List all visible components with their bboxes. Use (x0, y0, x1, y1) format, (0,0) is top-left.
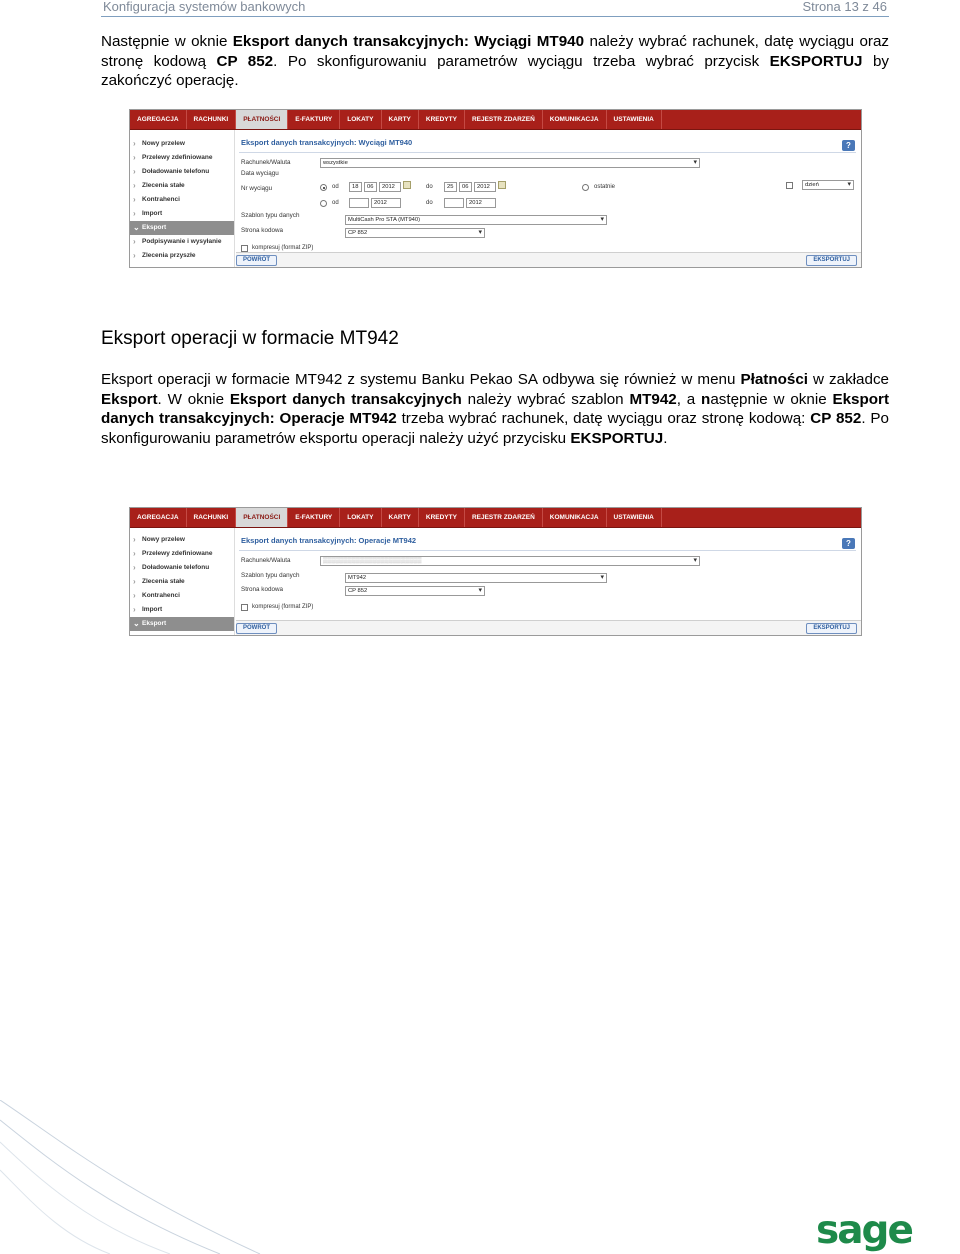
text: Eksport operacji w formacie MT942 z systemu Banku Pekao SA odbywa się również w menu (101, 371, 741, 388)
page-number: Strona 13 z 46 (802, 0, 887, 14)
to-label: do (426, 200, 433, 206)
codepage-select[interactable]: CP 852 ▾ (345, 228, 485, 238)
sidebar-item-zlecenia-przyszle[interactable]: › Zlecenia przyszłe (130, 249, 234, 263)
last-radio[interactable] (582, 184, 589, 191)
sidebar-item-eksport[interactable]: ⌄ Eksport (130, 617, 234, 631)
tab-agregacja[interactable]: AGREGACJA (130, 508, 187, 527)
compress-checkbox[interactable] (241, 604, 248, 611)
bold-text: EKSPORTUJ (570, 429, 664, 447)
calendar-icon[interactable] (498, 181, 506, 189)
date-from-year[interactable]: 2012 (379, 182, 401, 192)
bold-text: Eksport (101, 390, 158, 408)
decorative-swoosh (0, 1100, 420, 1254)
page-header (101, 0, 889, 17)
nr-to-year[interactable]: 2012 (466, 198, 496, 208)
nr-to-number[interactable] (444, 198, 464, 208)
to-label: do (426, 184, 433, 190)
date-radio[interactable] (320, 184, 327, 191)
bold-text: CP 852 (810, 410, 862, 428)
tab-ustawienia[interactable]: USTAWIENIA (607, 110, 662, 129)
date-to-year[interactable]: 2012 (474, 182, 496, 192)
bold-text: CP 852 (216, 52, 274, 70)
help-icon[interactable]: ? (842, 140, 855, 151)
template-select[interactable]: MultiCash Pro STA (MT940) ▾ (345, 215, 607, 225)
bold-text: Płatności (740, 371, 808, 388)
tab-e-faktury[interactable]: E-FAKTURY (288, 508, 340, 527)
text: by zakończyć operację. (101, 52, 890, 90)
bold-text: MT942 (629, 390, 677, 408)
label-codepage: Strona kodowa (241, 586, 284, 593)
bold-text: EKSPORTUJ (769, 52, 863, 70)
sidebar-item-przelewy-zdefiniowane[interactable]: › Przelewy zdefiniowane (130, 151, 234, 165)
label-template: Szablon typu danych (241, 572, 300, 579)
tab-lokaty[interactable]: LOKATY (340, 110, 381, 129)
sidebar-item-doladowanie-telefonu[interactable]: › Doładowanie telefonu (130, 561, 234, 575)
label-nr: Nr wyciągu (241, 185, 273, 192)
main-panel (236, 130, 861, 267)
tab-agregacja[interactable]: AGREGACJA (130, 110, 187, 129)
label-template: Szablon typu danych (241, 212, 300, 219)
date-to-day[interactable]: 25 (444, 182, 457, 192)
text: . (663, 429, 668, 447)
sidebar (130, 130, 235, 267)
nr-from-year[interactable]: 2012 (371, 198, 401, 208)
from-label: od (332, 200, 339, 206)
back-button[interactable]: POWRÓT (236, 255, 277, 266)
intro-paragraph (101, 32, 889, 91)
mt942-paragraph (101, 370, 889, 448)
text: w zakładce (808, 371, 889, 388)
export-button[interactable]: EKSPORTUJ (806, 623, 857, 634)
main-panel (236, 528, 861, 635)
screenshot-mt940 (129, 109, 862, 268)
sidebar-item-import[interactable]: › Import (130, 207, 234, 221)
tab-rejestr-zdarzen[interactable]: REJESTR ZDARZEŃ (465, 110, 543, 129)
compress-label: kompresuj (format ZIP) (252, 604, 314, 610)
tab-platnosci[interactable]: PŁATNOŚCI (236, 110, 288, 129)
compress-label: kompresuj (format ZIP) (252, 245, 314, 251)
text: astępnie w oknie (710, 390, 833, 408)
tab-karty[interactable]: KARTY (382, 110, 419, 129)
label-account: Rachunek/Waluta (241, 557, 291, 564)
button-bar (236, 620, 861, 635)
sidebar-item-podpisywanie[interactable]: › Podpisywanie i wysyłanie (130, 235, 234, 249)
bold-text: Eksport danych transakcyjnych (229, 390, 462, 408)
tab-e-faktury[interactable]: E-FAKTURY (288, 110, 340, 129)
sidebar-item-zlecenia-stale[interactable]: › Zlecenia stałe (130, 179, 234, 193)
sidebar-item-doladowanie-telefonu[interactable]: › Doładowanie telefonu (130, 165, 234, 179)
calendar-icon[interactable] (403, 181, 411, 189)
top-nav (130, 508, 861, 528)
panel-title: Eksport danych transakcyjnych: Wyciągi MT940 (241, 138, 413, 147)
text: . W oknie (157, 390, 230, 408)
tab-kredyty[interactable]: KREDYTY (419, 508, 465, 527)
sidebar-item-kontrahenci[interactable]: › Kontrahenci (130, 193, 234, 207)
bold-text: Eksport danych transakcyjnych: Operacje MT942 (101, 390, 890, 428)
text: . Po skonfigurowaniu parametrów wyciągu trzeba wybrać przycisk (273, 52, 770, 70)
text: . Po skonfigurowaniu parametrów eksportu operacji należy użyć przycisku (101, 410, 889, 447)
bold-text: Eksport danych transakcyjnych: Wyciągi MT940 (232, 33, 585, 50)
top-nav (130, 110, 861, 130)
sidebar-item-nowy-przelew[interactable]: › Nowy przelew (130, 533, 234, 547)
from-label: od (332, 184, 339, 190)
sidebar-item-nowy-przelew[interactable]: › Nowy przelew (130, 137, 234, 151)
text: należy wybrać rachunek, datę wyciągu oraz stronę kodową (101, 33, 889, 70)
section-heading: Eksport operacji w formacie MT942 (101, 328, 399, 349)
tab-kredyty[interactable]: KREDYTY (419, 110, 465, 129)
period-select[interactable]: dzień ▾ (802, 180, 854, 190)
back-button[interactable]: POWRÓT (236, 623, 277, 634)
period-checkbox[interactable] (786, 182, 793, 189)
bold-text: n (701, 390, 711, 408)
label-date: Data wyciągu (241, 170, 279, 177)
divider (239, 152, 856, 153)
label-codepage: Strona kodowa (241, 227, 284, 234)
tab-karty[interactable]: KARTY (382, 508, 419, 527)
label-account: Rachunek/Waluta (241, 159, 291, 166)
sidebar-item-kontrahenci[interactable]: › Kontrahenci (130, 589, 234, 603)
codepage-select[interactable]: CP 852 ▾ (345, 586, 485, 596)
tab-komunikacja[interactable]: KOMUNIKACJA (543, 110, 607, 129)
text: , a (676, 390, 702, 408)
blurred-account: ▒▒▒▒▒▒▒▒▒▒▒▒▒▒▒▒▒▒▒▒▒▒▒▒ (323, 558, 422, 564)
nr-radio[interactable] (320, 200, 327, 207)
last-label: ostatnie (594, 184, 616, 190)
tab-platnosci[interactable]: PŁATNOŚCI (236, 508, 288, 527)
panel-title: Eksport danych transakcyjnych: Operacje MT942 (241, 536, 417, 545)
divider (239, 550, 856, 551)
tab-lokaty[interactable]: LOKATY (340, 508, 381, 527)
date-from-month[interactable]: 06 (364, 182, 377, 192)
sidebar-item-przelewy-zdefiniowane[interactable]: › Przelewy zdefiniowane (130, 547, 234, 561)
tab-komunikacja[interactable]: KOMUNIKACJA (543, 508, 607, 527)
sidebar-item-import[interactable]: › Import (130, 603, 234, 617)
tab-rachunki[interactable]: RACHUNKI (187, 110, 237, 129)
help-icon[interactable]: ? (842, 538, 855, 549)
sage-logo: sage (816, 1208, 912, 1253)
text: Następnie w oknie (101, 33, 233, 50)
date-to-month[interactable]: 06 (459, 182, 472, 192)
tab-rejestr-zdarzen[interactable]: REJESTR ZDARZEŃ (465, 508, 543, 527)
export-button[interactable]: EKSPORTUJ (806, 255, 857, 266)
screenshot-mt942 (129, 507, 862, 636)
document-title: Konfiguracja systemów bankowych (103, 0, 306, 14)
account-select[interactable]: wszystkie ▾ (320, 158, 700, 168)
nr-from-number[interactable] (349, 198, 369, 208)
text: trzeba wybrać rachunek, datę wyciągu oraz stronę kodową: (396, 410, 811, 428)
sidebar-item-zlecenia-stale[interactable]: › Zlecenia stałe (130, 575, 234, 589)
compress-checkbox[interactable] (241, 245, 248, 252)
tab-rachunki[interactable]: RACHUNKI (187, 508, 237, 527)
text: należy wybrać szablon (461, 390, 630, 408)
account-select[interactable] (320, 556, 700, 566)
sidebar-item-eksport[interactable]: ⌄ Eksport (130, 221, 234, 235)
date-from-day[interactable]: 18 (349, 182, 362, 192)
sidebar (130, 528, 235, 635)
template-select[interactable]: MT942 ▾ (345, 573, 607, 583)
button-bar (236, 252, 861, 267)
tab-ustawienia[interactable]: USTAWIENIA (607, 508, 662, 527)
